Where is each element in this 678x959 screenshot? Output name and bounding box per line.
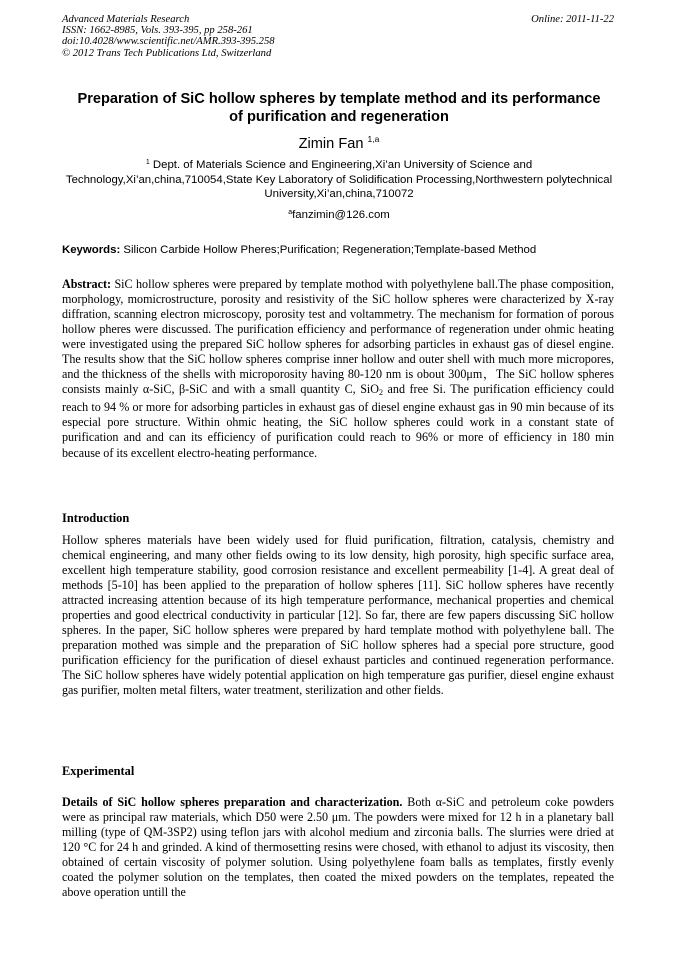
- online-date: Online: 2011-11-22: [531, 14, 614, 25]
- keywords-text: Silicon Carbide Hollow Pheres;Purification; Regeneration;Template-based Method: [123, 244, 537, 256]
- experimental-subheading: Details of SiC hollow spheres preparation and characterization.: [62, 795, 403, 809]
- issn-line: ISSN: 1662-8985, Vols. 393-395, pp 258-261: [62, 25, 253, 37]
- keywords-label: Keywords:: [62, 244, 121, 256]
- introduction-paragraph: Hollow spheres materials have been widely used for fluid purification, filtration, catalysis, chemistry and chemical engineering, and many other fields owing to its low density, high porosity, high specific surface area, excellent high temperature stability, good corrosion resistance and excellent permeability [1-4]. A great deal of methods [5-10] has been applied to the preparation of hollow spheres [11]. SiC hollow spheres have recently attracted increasing attention because of its high temperature performance, mechanical properties and chemical properties and good electrical conductivity in particular [12]. So far, there are few papers discussing SiC hollow spheres. In the paper, SiC hollow spheres were prepared by hard template mothod with polyethylene ball. The preparation mothed was simple and the preparation of SiC hollow spheres had a special pore structure, good purification efficiency for the purification of diesel exhaust particles and continued regeneration performance. The SiC hollow spheres have widely potential application on high temperature gas purifier, diesel engine exhaust gas purifier, molten metal filters, water treatment, sterilization and other fields.: [62, 533, 614, 698]
- experimental-paragraph: [62, 795, 614, 900]
- experimental-heading: Experimental: [62, 764, 135, 778]
- author-superscript: 1,a: [367, 134, 380, 144]
- affiliation-superscript: 1: [145, 159, 150, 166]
- experimental-text: Both α-SiC and petroleum coke powders were as principal raw materials, which D50 were 2.50 μm. The powders were mixed for 12 h in a planetary ball milling (type of QM-3SP2) using teflon jars with alcohol medium and zirconia balls. The slurries were dried at 120 °C for 24 h and grinded. A kind of thermosetting resins were chosed, with ethanol to adjust its viscosity, then obtained of certain viscosity of polymer solution. Using polyethylene foam balls as templates, firstly evenly coated the polymer solution on the templates, then coated the mixed powders on the templates, repeated the above operation untill the: [62, 795, 614, 900]
- journal-header: [62, 14, 275, 59]
- abstract-paragraph: [62, 277, 614, 461]
- author-email: fanzimin@126.com: [292, 209, 390, 221]
- email-line: [0, 206, 678, 222]
- paper-title: Preparation of SiC hollow spheres by template method and its performance of purification and regeneration: [77, 91, 601, 125]
- author-name: Zimin Fan: [298, 136, 364, 152]
- abstract-text-b: and free Si. The purification efficiency could reach to 94 % or more for adsorbing particles in exhaust gas of diesel engine exhaust gas in 90 min because of its especial pore structure. Within ohmic heating, the SiC hollow spheres could work in a constant state of purification and and can its efficiency of purification could reach to 96% or more of efficiency in 180 min because of its excellent electro-heating performance.: [62, 382, 614, 460]
- introduction-heading: Introduction: [62, 511, 130, 525]
- email-superscript: a: [288, 209, 293, 216]
- author-line: [0, 130, 678, 153]
- copyright-line: © 2012 Trans Tech Publications Ltd, Switzerland: [62, 47, 272, 59]
- abstract-subscript: 2: [379, 388, 384, 398]
- affiliation: [62, 156, 616, 202]
- affiliation-text: Dept. of Materials Science and Engineering,Xi’an University of Science and Technology,Xi’an,china,710054,State Key Laboratory of Solidification Processing,Northwestern polytechnical University,Xi’an,china,710072: [65, 159, 613, 201]
- doi-line: doi:10.4028/www.scientific.net/AMR.393-395.258: [62, 36, 275, 48]
- abstract-text-a: SiC hollow spheres were prepared by template mothod with polyethylene ball.The phase composition, morphology, momicrostructure, porosity and resistivity of the SiC hollow spheres were characterized by X-ray diffration, scanning electron microscopy, porosity test and voltammetry. The mechanism for formation of porous hollow pheres were discussed. The purification efficiency and performance of regeneration under ohmic heating were investigated using the prepared SiC hollow spheres for adsorbing particles in exhaust gas of diesel engine. The results show that the SiC hollow spheres comprise inner hollow and outer shell with much more micropores, and the thickness of the shells with microporosity having 80-120 nm is obout 300μm，The SiC hollow spheres consists mainly α-SiC, β-SiC and with a small quantity C, SiO: [62, 277, 614, 397]
- journal-name: Advanced Materials Research: [62, 14, 190, 25]
- keywords-line: [62, 243, 618, 257]
- abstract-label: Abstract:: [62, 277, 112, 291]
